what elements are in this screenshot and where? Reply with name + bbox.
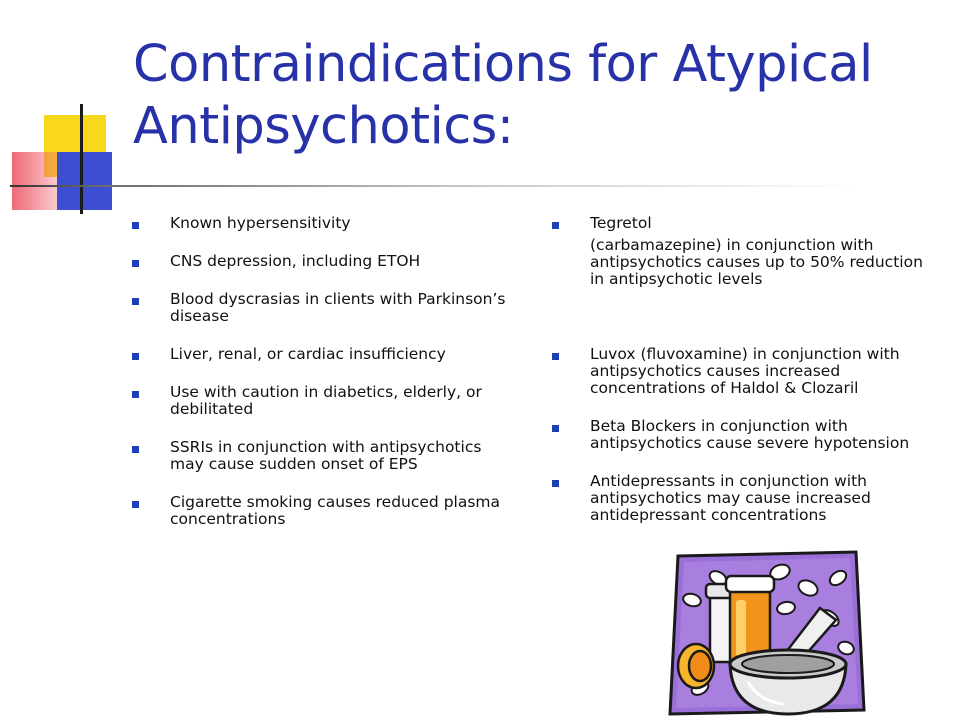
bullet-square-icon: [132, 501, 139, 508]
bullet-square-icon: [552, 353, 559, 360]
list-item: [132, 215, 517, 232]
bullet-square-icon: [552, 425, 559, 432]
list-item-text: Use with caution in diabetics, elderly, or debilitated: [170, 383, 482, 418]
list-item-text: Liver, renal, or cardiac insufficiency: [170, 345, 446, 363]
bullet-square-icon: [552, 222, 559, 229]
list-item-text: Luvox (fluvoxamine) in conjunction with antipsychotics causes increased concentrations of Haldol & Clozaril: [590, 345, 900, 397]
title-underline-divider: [10, 185, 860, 187]
bullet-square-icon: [132, 353, 139, 360]
list-item-heading: Tegretol: [590, 214, 652, 232]
list-item-text: CNS depression, including ETOH: [170, 252, 421, 270]
list-item-text: Antidepressants in conjunction with antipsychotics may cause increased antidepressant concentrations: [590, 472, 871, 524]
right-bullet-list: [552, 215, 937, 545]
bullet-square-icon: [132, 391, 139, 398]
list-item-text: SSRIs in conjunction with antipsychotics may cause sudden onset of EPS: [170, 438, 482, 473]
list-item-text: Blood dyscrasias in clients with Parkinson’s disease: [170, 290, 506, 325]
decorative-blue-square: [57, 152, 112, 210]
slide-title: Contraindications for Atypical Antipsychotics:: [133, 35, 873, 156]
list-item-text: Cigarette smoking causes reduced plasma concentrations: [170, 493, 501, 528]
bullet-square-icon: [132, 222, 139, 229]
bullet-square-icon: [132, 260, 139, 267]
left-bullet-list: [132, 215, 517, 549]
bullet-square-icon: [552, 480, 559, 487]
list-item: [552, 473, 937, 524]
list-item-tegretol: [552, 215, 937, 288]
pills-mortar-pestle-clipart: [660, 548, 880, 718]
list-item: [132, 346, 517, 363]
list-item: [132, 384, 517, 418]
decorative-vertical-line: [80, 104, 83, 214]
list-item: [552, 346, 937, 397]
list-item-text: (carbamazepine) in conjunction with antipsychotics causes up to 50% reduction in antipsychotic levels: [590, 236, 923, 288]
list-item: [132, 439, 517, 473]
list-item: [132, 494, 517, 528]
list-item: [132, 291, 517, 325]
list-item: [132, 253, 517, 270]
list-item-text: Known hypersensitivity: [170, 214, 351, 232]
bullet-square-icon: [132, 298, 139, 305]
list-item-text: Beta Blockers in conjunction with antipsychotics cause severe hypotension: [590, 417, 910, 452]
bullet-square-icon: [132, 446, 139, 453]
list-item: [552, 418, 937, 452]
